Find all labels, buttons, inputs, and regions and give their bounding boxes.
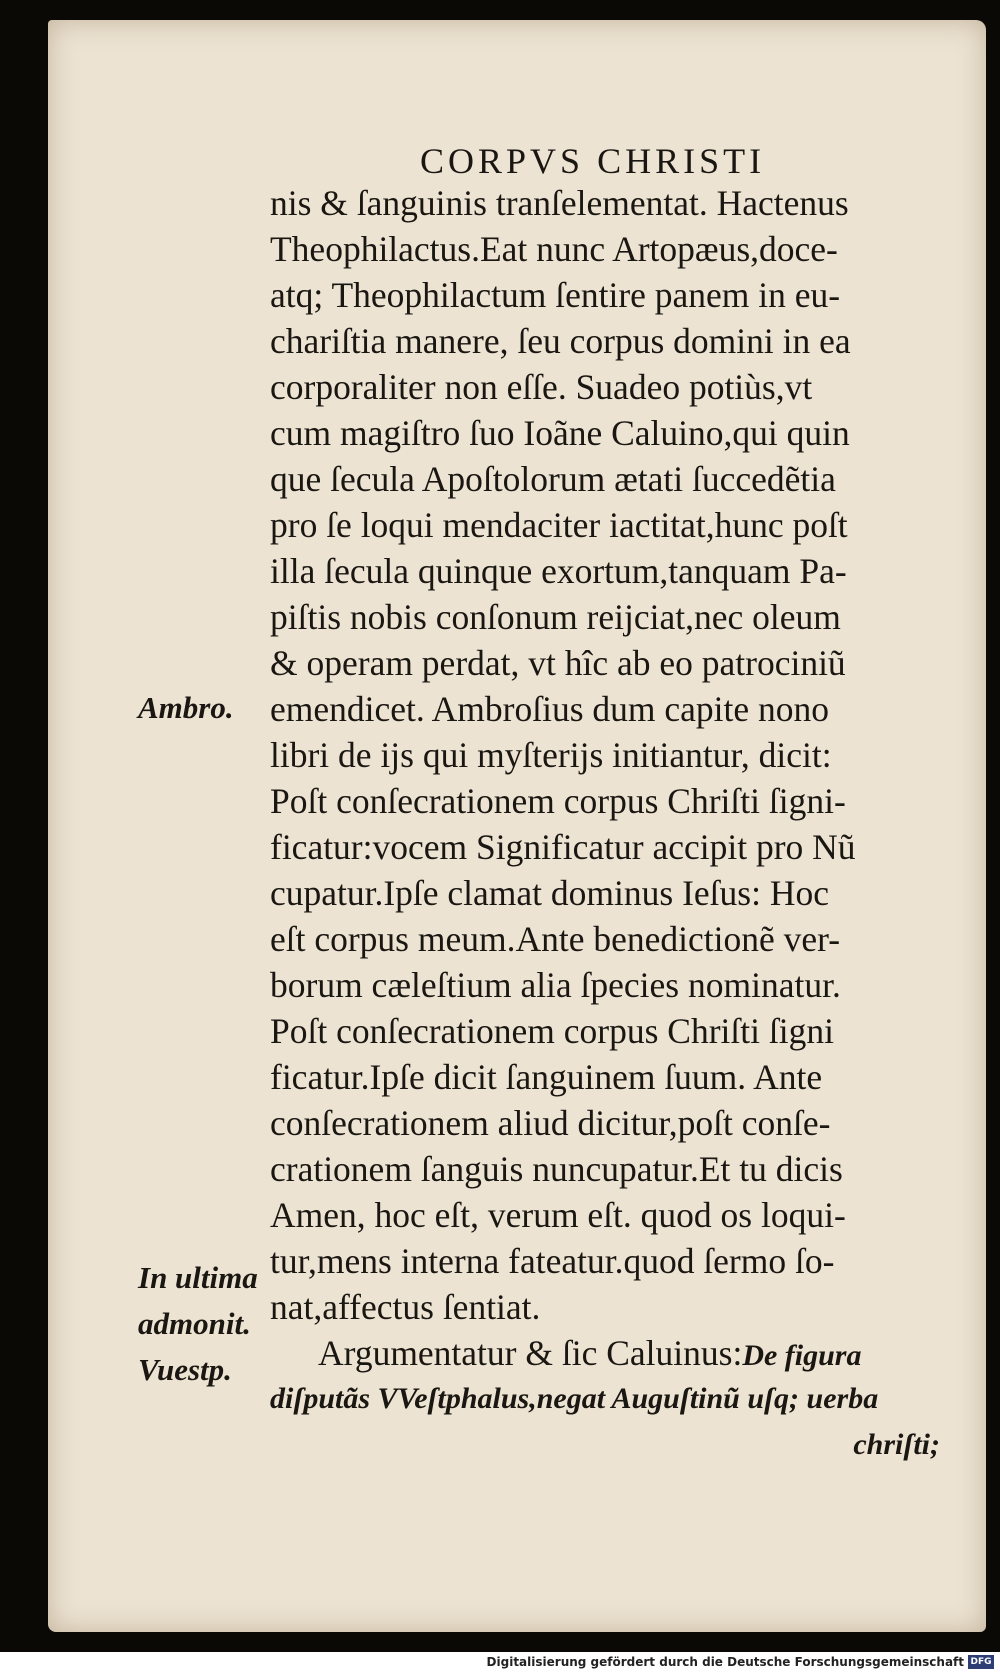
text-line: emendicet. Ambroſius dum capite nono: [270, 689, 830, 729]
text-line: crationem ſanguis nuncupatur.Et tu dicis: [270, 1149, 843, 1189]
dfg-logo-icon: DFG: [968, 1655, 994, 1669]
text-line: ficatur.Ipſe dicit ſanguinem ſuum. Ante: [270, 1057, 823, 1097]
text-line: conſecrationem aliud dicitur,poſt conſe-: [270, 1103, 831, 1143]
text-line: Amen, hoc eſt, verum eſt. quod os loqui-: [270, 1195, 846, 1235]
margin-note-in-ultima: In ultima: [138, 1260, 258, 1295]
text-line: ficatur:vocem Significatur accipit pro Nũ: [270, 827, 856, 867]
text-line: nis & ſanguinis tranſelementat. Hactenus: [270, 183, 849, 223]
text-line: eſt corpus meum.Ante benedictionẽ ver-: [270, 919, 841, 959]
text-line: pro ſe loqui mendaciter iactitat,hunc poſt: [270, 505, 848, 545]
running-title: CORPVS CHRISTI: [420, 141, 766, 181]
text-line: que ſecula Apoſtolorum ætati ſuccedẽtia: [270, 459, 836, 499]
text-line: tur,mens interna fateatur.quod ſermo ſo-: [270, 1241, 835, 1281]
text-line: nat,affectus ſentiat.: [270, 1287, 541, 1327]
footer-credit: Digitalisierung gefördert durch die Deutsche Forschungsgemeinschaft: [486, 1655, 964, 1669]
text-line: piſtis nobis conſonum reijciat,nec oleum: [270, 597, 841, 637]
text-line: cupatur.Ipſe clamat dominus Ieſus: Hoc: [270, 873, 829, 913]
text-line: libri de ijs qui myſterijs initiantur, dicit:: [270, 735, 832, 775]
text-line: chariſtia manere, ſeu corpus domini in ea: [270, 321, 851, 361]
margin-note-vuestp: Vuestp.: [138, 1352, 232, 1387]
margin-note-admonit: admonit.: [138, 1306, 251, 1341]
text-line: borum cæleſtium alia ſpecies nominatur.: [270, 965, 841, 1005]
text-line: atq; Theophilactum ſentire panem in eu-: [270, 275, 841, 315]
argument-italic: De figura: [742, 1339, 862, 1372]
catchword: chriſti;: [853, 1428, 940, 1461]
text-line: illa ſecula quinque exortum,tanquam Pa-: [270, 551, 847, 591]
text-line: Theophilactus.Eat nunc Artopæus,doce-: [270, 229, 838, 269]
text-line: & operam perdat, vt hîc ab eo patrociniũ: [270, 643, 846, 683]
text-line-argument: [270, 1330, 940, 1376]
margin-note-ambro: Ambro.: [138, 690, 234, 725]
text-line-italic: diſputãs VVeſtphalus,negat Auguſtinũ uſq; uerba: [270, 1382, 879, 1415]
text-line: Poſt conſecrationem corpus Chriſti ſigni-: [270, 781, 846, 821]
argument-text: Argumentatur & ſic Caluinus:: [318, 1333, 743, 1373]
text-line: cum magiſtro ſuo Ioãne Caluino,qui quin: [270, 413, 850, 453]
text-line: corporaliter non eſſe. Suadeo potiùs,vt: [270, 367, 813, 407]
digitization-footer: [0, 1652, 1000, 1673]
text-line: Poſt conſecrationem corpus Chriſti ſigni: [270, 1011, 834, 1051]
body-text: [270, 180, 940, 1468]
